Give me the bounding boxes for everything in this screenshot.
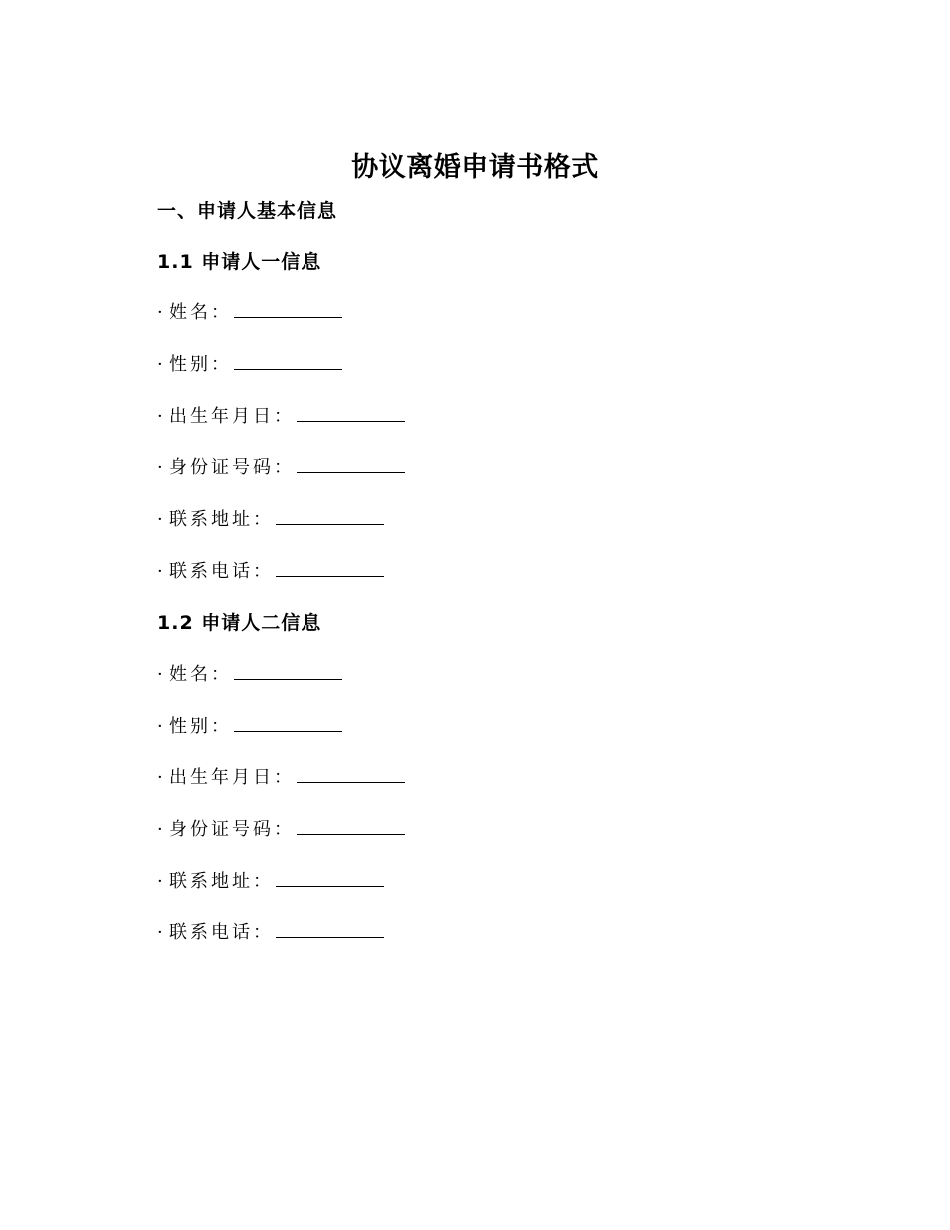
bullet: ·	[157, 457, 163, 478]
field-label: 性别：	[169, 354, 232, 375]
fill-in-blank	[297, 781, 405, 783]
field-applicant1-phone	[157, 557, 384, 587]
field-applicant1-id-number	[157, 453, 405, 483]
section-heading-applicant-info: 一、申请人基本信息	[157, 200, 338, 222]
fill-in-blank	[276, 885, 384, 887]
fill-in-blank	[234, 730, 342, 732]
field-label: 性别：	[169, 716, 232, 737]
fill-in-blank	[297, 471, 405, 473]
field-label: 姓名：	[169, 664, 232, 685]
field-label: 联系电话：	[169, 561, 274, 582]
fill-in-blank	[276, 523, 384, 525]
fill-in-blank	[276, 936, 384, 938]
bullet: ·	[157, 406, 163, 427]
field-label: 联系电话：	[169, 922, 274, 943]
field-applicant2-phone	[157, 918, 384, 948]
field-label: 出生年月日：	[169, 406, 295, 427]
fill-in-blank	[234, 316, 342, 318]
bullet: ·	[157, 561, 163, 582]
field-label: 身份证号码：	[169, 819, 295, 840]
bullet: ·	[157, 509, 163, 530]
field-applicant2-id-number	[157, 815, 405, 845]
field-label: 身份证号码：	[169, 457, 295, 478]
fill-in-blank	[234, 368, 342, 370]
field-applicant1-birthdate	[157, 402, 405, 432]
field-applicant2-name	[157, 660, 342, 690]
subsection-heading-applicant-2: 1.2 申请人二信息	[157, 612, 322, 634]
subsection-heading-applicant-1: 1.1 申请人一信息	[157, 251, 322, 273]
document-title: 协议离婚申请书格式	[351, 152, 599, 183]
bullet: ·	[157, 767, 163, 788]
field-label: 联系地址：	[169, 871, 274, 892]
bullet: ·	[157, 302, 163, 323]
field-label: 出生年月日：	[169, 767, 295, 788]
bullet: ·	[157, 716, 163, 737]
fill-in-blank	[297, 833, 405, 835]
field-label: 姓名：	[169, 302, 232, 323]
field-applicant2-gender	[157, 712, 342, 742]
bullet: ·	[157, 819, 163, 840]
field-applicant2-birthdate	[157, 763, 405, 793]
fill-in-blank	[234, 678, 342, 680]
bullet: ·	[157, 922, 163, 943]
bullet: ·	[157, 871, 163, 892]
bullet: ·	[157, 664, 163, 685]
bullet: ·	[157, 354, 163, 375]
fill-in-blank	[276, 575, 384, 577]
field-applicant2-address	[157, 867, 384, 897]
field-applicant1-address	[157, 505, 384, 535]
field-applicant1-gender	[157, 350, 342, 380]
field-label: 联系地址：	[169, 509, 274, 530]
field-applicant1-name	[157, 298, 342, 328]
fill-in-blank	[297, 420, 405, 422]
